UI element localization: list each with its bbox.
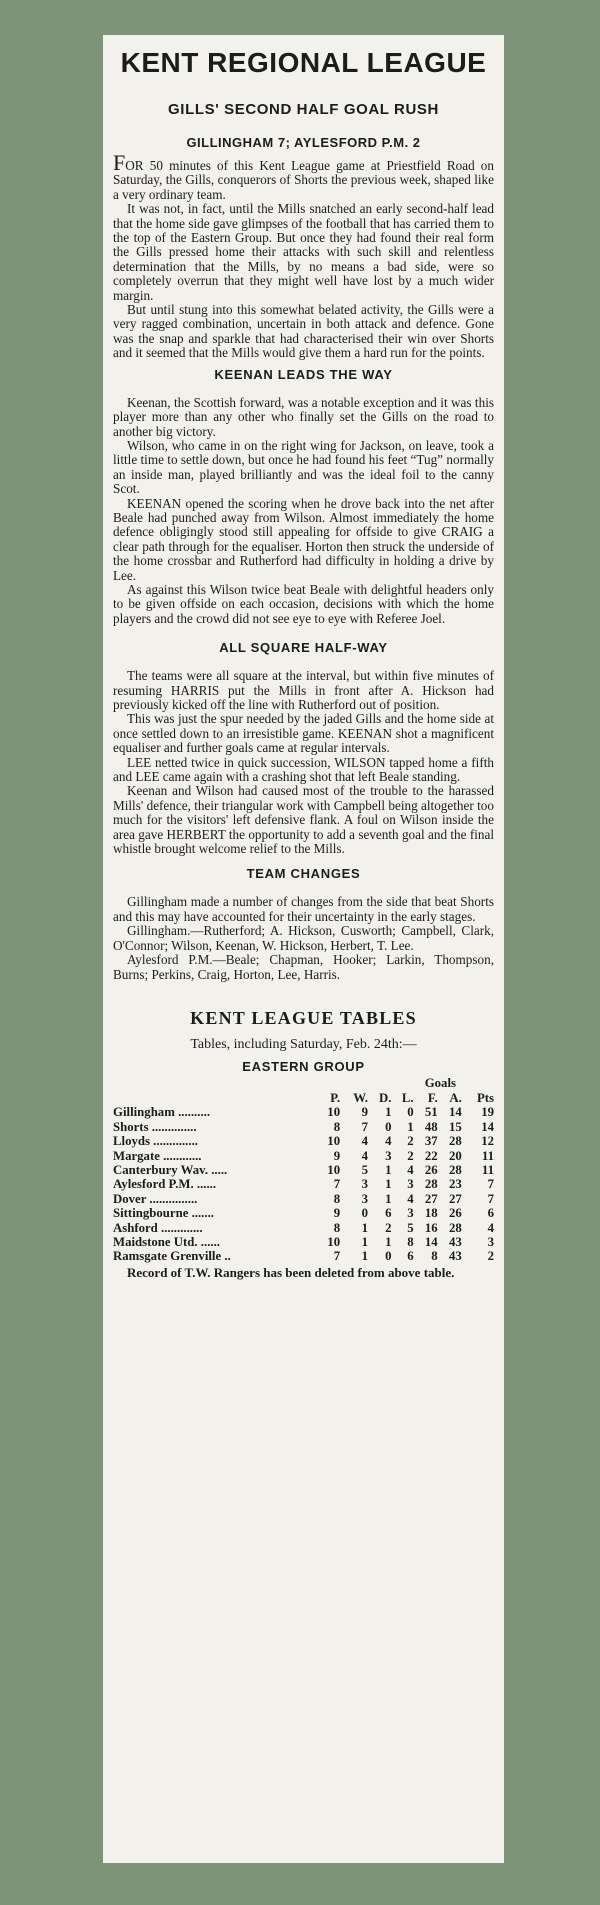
table-row — [113, 1192, 494, 1206]
column-header: L. — [401, 1090, 414, 1105]
stat-p: 10 — [327, 1234, 341, 1249]
table-row — [113, 1120, 494, 1134]
stat-pts: 12 — [481, 1134, 494, 1149]
table-footnote: Record of T.W. Rangers has been deleted from above table. — [127, 1264, 455, 1280]
stat-d: 2 — [385, 1220, 392, 1235]
paragraph: KEENAN opened the scoring when he drove back into the net after Beale had punched away from Wilson. Almost immediately the home defence obligingly stood still appealing for offside to give CRAIG a clear path through for the equaliser. Horton then struck the underside of the home crossbar and Rutherford had difficulty in holding a drive by Lee. — [113, 495, 494, 583]
paragraph: Gillingham made a number of changes from the side that beat Shorts and this may have accounted for their uncertainty in the early stages. — [113, 894, 494, 924]
stat-l: 0 — [407, 1105, 414, 1120]
team-name: Canterbury Wav. ..... — [113, 1162, 228, 1177]
section-heading-half-way: ALL SQUARE HALF-WAY — [219, 640, 388, 656]
column-header: Pts — [476, 1090, 494, 1105]
table-header-row — [113, 1091, 494, 1105]
stat-l: 8 — [407, 1234, 414, 1249]
stat-w: 4 — [361, 1148, 369, 1163]
stat-pts: 2 — [487, 1249, 494, 1264]
stat-pts: 19 — [481, 1105, 494, 1120]
stat-a: 28 — [448, 1134, 462, 1149]
stat-p: 9 — [333, 1206, 341, 1221]
team-name: Ashford ............. — [113, 1220, 203, 1235]
stat-pts: 11 — [481, 1162, 494, 1177]
section-heading-team-changes: TEAM CHANGES — [246, 866, 361, 882]
tables-subtitle: Tables, including Saturday, Feb. 24th:— — [190, 1036, 417, 1052]
stat-f: 37 — [424, 1134, 438, 1149]
team-name: Margate ............ — [113, 1148, 202, 1163]
stat-pts: 11 — [481, 1148, 494, 1163]
stat-p: 10 — [327, 1105, 341, 1120]
paragraph: FOR 50 minutes of this Kent League game at Priestfield Road on Saturday, the Gills, conquerors of Shorts the previous week, shaped like a very ordinary team. — [113, 150, 494, 202]
tables-title: KENT LEAGUE TABLES — [190, 1007, 417, 1028]
stat-d: 1 — [385, 1105, 392, 1120]
stat-p: 8 — [333, 1119, 341, 1134]
stat-f: 51 — [424, 1105, 438, 1120]
stat-l: 3 — [407, 1177, 414, 1192]
stat-d: 1 — [385, 1162, 392, 1177]
stat-w: 4 — [361, 1134, 369, 1149]
stat-f: 8 — [431, 1249, 438, 1264]
team-name: Aylesford P.M. ...... — [113, 1177, 217, 1192]
stat-w: 9 — [361, 1105, 369, 1120]
column-header: P. — [330, 1090, 341, 1105]
stat-w: 0 — [361, 1206, 369, 1221]
table-row — [113, 1163, 494, 1177]
stat-a: 28 — [448, 1220, 462, 1235]
paragraph: Aylesford P.M.—Beale; Chapman, Hooker; Larkin, Thompson, Burns; Perkins, Craig, Horton, Lee, Harris. — [113, 952, 494, 982]
stat-l: 2 — [407, 1148, 414, 1163]
newspaper-clipping — [103, 35, 504, 1863]
table-row — [113, 1206, 494, 1220]
stat-d: 6 — [385, 1206, 392, 1221]
team-column-header — [113, 1091, 316, 1105]
stat-a: 14 — [448, 1105, 462, 1120]
stat-l: 4 — [407, 1162, 414, 1177]
team-name: Lloyds .............. — [113, 1134, 198, 1149]
table-row — [113, 1177, 494, 1191]
team-name: Gillingham .......... — [113, 1105, 211, 1120]
paragraph: It was not, in fact, until the Mills snatched an early second-half lead that the home side gave glimpses of the football that has carried them to the top of the Eastern Group. But once they had found their real form the Gills pressed home their attacks with such skill and relentless determination that the Mills, by no means a bad side, were so completely overrun that they might well have lost by a much wider margin. — [113, 201, 494, 303]
league-table — [113, 1091, 494, 1264]
stat-f: 28 — [424, 1177, 438, 1192]
table-row — [113, 1105, 494, 1119]
stat-a: 27 — [448, 1191, 462, 1206]
section-heading-keenan: KEENAN LEADS THE WAY — [214, 366, 393, 382]
paragraph: Keenan and Wilson had caused most of the trouble to the harassed Mills' defence, their triangular work with Campbell being altogether too much for the visitors' left defensive flank. A foul on Wilson inside the area gave HERBERT the opportunity to add a seventh goal and the final whistle brought welcome relief to the Mills. — [113, 783, 494, 857]
stat-w: 5 — [361, 1162, 369, 1177]
paragraph: Wilson, who came in on the right wing for Jackson, on leave, took a little time to settle down, but once he had found his feet “Tug” normally an inside man, played brilliantly and was the ideal foil to the canny Scot. — [113, 437, 494, 497]
stat-a: 43 — [448, 1234, 462, 1249]
table-row — [113, 1134, 494, 1148]
paragraph: The teams were all square at the interval, but within five minutes of resuming HARRIS put the Mills in front after A. Hickson had previously kicked off the line with Rutherford out of position. — [113, 668, 494, 712]
stat-a: 23 — [448, 1177, 462, 1192]
team-name: Sittingbourne ....... — [113, 1206, 214, 1221]
paragraph: As against this Wilson twice beat Beale with delightful headers only to be given offside on each occasion, decisions with which the home players and the crowd did not see eye to eye with Referee Joel. — [113, 581, 494, 626]
stat-d: 0 — [385, 1249, 392, 1264]
stat-a: 20 — [448, 1148, 462, 1163]
goals-column-label: Goals — [424, 1075, 456, 1090]
stat-p: 7 — [333, 1249, 341, 1264]
headline: KENT REGIONAL LEAGUE — [120, 47, 487, 78]
article-section-half-way — [113, 669, 494, 856]
stat-f: 18 — [424, 1206, 438, 1221]
stat-p: 8 — [333, 1220, 341, 1235]
stat-f: 27 — [424, 1191, 438, 1206]
stat-p: 8 — [333, 1191, 341, 1206]
stat-w: 3 — [361, 1177, 369, 1192]
stat-d: 1 — [385, 1191, 392, 1206]
article-section-intro — [113, 150, 494, 361]
stat-w: 7 — [361, 1119, 369, 1134]
stat-f: 48 — [424, 1119, 438, 1134]
team-name: Maidstone Utd. ...... — [113, 1234, 220, 1249]
stat-d: 3 — [385, 1148, 392, 1163]
stat-a: 26 — [448, 1206, 462, 1221]
stat-a: 15 — [448, 1119, 462, 1134]
stat-p: 9 — [333, 1148, 341, 1163]
stat-l: 6 — [407, 1249, 414, 1264]
stat-a: 28 — [448, 1162, 462, 1177]
table-row — [113, 1249, 494, 1263]
stat-w: 1 — [361, 1234, 369, 1249]
stat-f: 26 — [424, 1162, 438, 1177]
stat-l: 3 — [407, 1206, 414, 1221]
stat-d: 0 — [385, 1119, 392, 1134]
paragraph: Gillingham.—Rutherford; A. Hickson, Cusworth; Campbell, Clark, O'Connor; Wilson, Keenan, W. Hickson, Herbert, T. Lee. — [113, 923, 494, 953]
column-header: A. — [449, 1090, 462, 1105]
team-name: Shorts .............. — [113, 1119, 197, 1134]
stat-l: 4 — [407, 1191, 414, 1206]
paragraph: LEE netted twice in quick succession, WILSON tapped home a fifth and LEE came again with a crashing shot that left Beale standing. — [113, 754, 494, 785]
stat-pts: 7 — [487, 1191, 494, 1206]
column-header: D. — [379, 1090, 392, 1105]
stat-l: 2 — [407, 1134, 414, 1149]
column-header: W. — [353, 1090, 369, 1105]
subheadline: GILLS' SECOND HALF GOAL RUSH — [168, 101, 439, 118]
team-name: Dover ............... — [113, 1191, 198, 1206]
stat-l: 5 — [407, 1220, 414, 1235]
stat-d: 1 — [385, 1177, 392, 1192]
stat-a: 43 — [448, 1249, 462, 1264]
stat-p: 10 — [327, 1162, 341, 1177]
stat-w: 3 — [361, 1191, 369, 1206]
stat-pts: 7 — [487, 1177, 494, 1192]
stat-l: 1 — [407, 1119, 414, 1134]
group-heading: EASTERN GROUP — [242, 1058, 365, 1074]
paragraph: But until stung into this somewhat belated activity, the Gills were a very ragged combination, uncertain in both attack and defence. Gone was the snap and sparkle that had characterised their win over Shorts and it seemed that the Mills would give them a hard run for the points. — [113, 302, 494, 361]
column-header: F. — [427, 1090, 438, 1105]
stat-pts: 3 — [487, 1234, 494, 1249]
stat-p: 7 — [333, 1177, 341, 1192]
table-row — [113, 1221, 494, 1235]
stat-pts: 14 — [481, 1119, 494, 1134]
article-section-team-changes — [113, 895, 494, 981]
match-result: GILLINGHAM 7; AYLESFORD P.M. 2 — [186, 135, 421, 150]
stat-f: 22 — [424, 1148, 438, 1163]
stat-d: 4 — [385, 1134, 392, 1149]
stat-pts: 4 — [487, 1220, 494, 1235]
article-section-keenan — [113, 396, 494, 627]
paragraph: Keenan, the Scottish forward, was a notable exception and it was this player more than any other who finally set the Gills on the road to another big victory. — [113, 394, 494, 439]
stat-d: 1 — [385, 1234, 392, 1249]
stat-w: 1 — [361, 1249, 369, 1264]
stat-pts: 6 — [487, 1206, 494, 1221]
table-row — [113, 1235, 494, 1249]
paragraph: This was just the spur needed by the jaded Gills and the home side at once settled down to an irresistible game. KEENAN shot a magnificent equaliser and further goals came at regular intervals. — [113, 711, 494, 756]
team-name: Ramsgate Grenville .. — [113, 1249, 231, 1264]
stat-f: 16 — [424, 1220, 438, 1235]
stat-p: 10 — [327, 1134, 341, 1149]
table-row — [113, 1149, 494, 1163]
stat-w: 1 — [361, 1220, 369, 1235]
table-body — [113, 1105, 494, 1263]
stat-f: 14 — [424, 1234, 438, 1249]
